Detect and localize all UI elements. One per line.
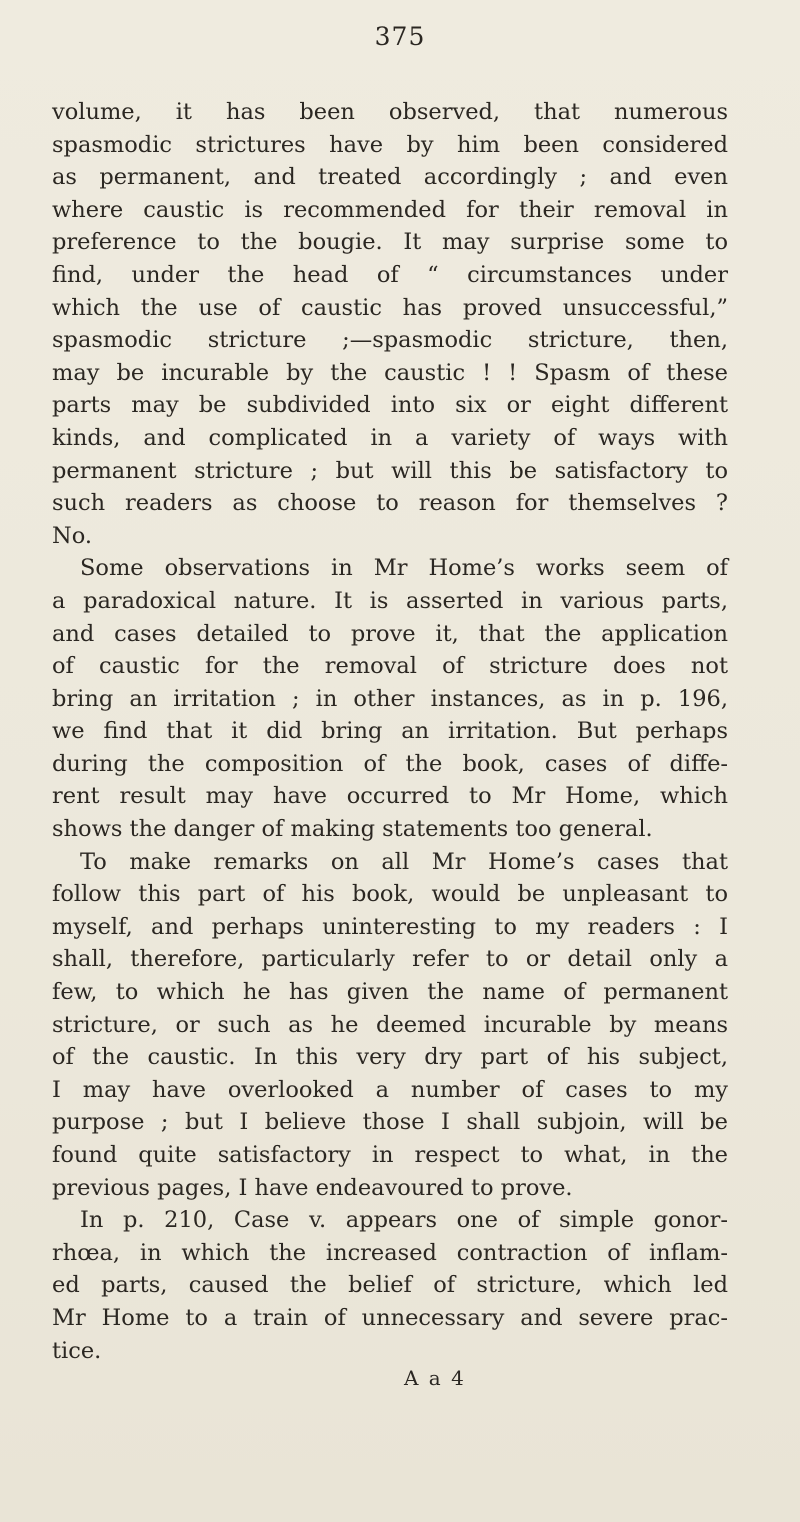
text-line: found quite satisfactory in respect to what, in the [52,1142,728,1168]
paragraph-2 [52,552,728,845]
text-line: few, to which he has given the name of permanent [52,979,728,1006]
text-line: as permanent, and treated accordingly ; and even [52,164,728,191]
text-line: In p. 210, Case v. appears one of simple gonor- [80,1207,728,1234]
text-line: parts may be subdivided into six or eight different [52,392,728,419]
text-line: a paradoxical nature. It is asserted in various parts, [52,587,728,614]
text-line: Mr Home to a train of unnecessary and severe prac- [52,1304,728,1331]
text-line: volume, it has been observed, that numerous [52,99,728,125]
paragraph-3 [52,846,728,1205]
text-line: To make remarks on all Mr Home’s cases that [80,848,728,875]
text-line: may be incurable by the caustic ! ! Spasm of these [52,359,728,386]
text-line: spasmodic stricture ;—spasmodic stricture, then, [52,327,728,354]
text-line: bring an irritation ; in other instances, as in p. 196, [52,685,728,712]
text-line: Some observations in Mr Home’s works seem of [80,555,728,582]
text-line: find, under the head of “ circumstances under [52,261,728,288]
text-line: stricture, or such as he deemed incurable by means [52,1011,728,1038]
text-line: No. [52,522,92,549]
text-line: purpose ; but I believe those I shall subjoin, will be [52,1109,728,1136]
text-line: of caustic for the removal of stricture does not [52,653,728,680]
text-line: we find that it did bring an irritation. But perhaps [52,718,728,745]
text-line: rent result may have occurred to Mr Home, which [52,783,728,810]
paragraph-1 [52,96,728,552]
paragraph-4 [52,1204,728,1367]
text-line: rhœa, in which the increased contraction of inflam- [52,1239,728,1266]
text-line: shows the danger of making statements too general. [52,816,653,843]
body-text [52,96,728,1367]
signature-mark: A a 4 [404,1366,466,1390]
text-line: spasmodic strictures have by him been considered [52,131,728,158]
text-line: where caustic is recommended for their removal in [52,196,728,223]
text-line: follow this part of his book, would be unpleasant to [52,881,728,908]
text-line: of the caustic. In this very dry part of his subject, [52,1044,728,1071]
text-line: ed parts, caused the belief of stricture, which led [52,1272,728,1299]
text-line: and cases detailed to prove it, that the application [52,620,728,647]
text-line: permanent stricture ; but will this be satisfactory to [52,457,728,484]
text-line: shall, therefore, particularly refer to or detail only a [52,946,728,973]
text-line: I may have overlooked a number of cases to my [52,1076,728,1103]
text-line: such readers as choose to reason for themselves ? [52,490,728,517]
text-line: tice. [52,1337,102,1364]
text-line: which the use of caustic has proved unsuccessful,” [52,294,728,321]
text-line: previous pages, I have endeavoured to prove. [52,1174,573,1201]
text-line: during the composition of the book, cases of diffe- [52,750,728,777]
text-line: kinds, and complicated in a variety of ways with [52,424,728,451]
page-number: 375 [374,22,426,51]
text-line: preference to the bougie. It may surprise some to [52,229,728,256]
text-line: myself, and perhaps uninteresting to my readers : I [52,913,728,940]
